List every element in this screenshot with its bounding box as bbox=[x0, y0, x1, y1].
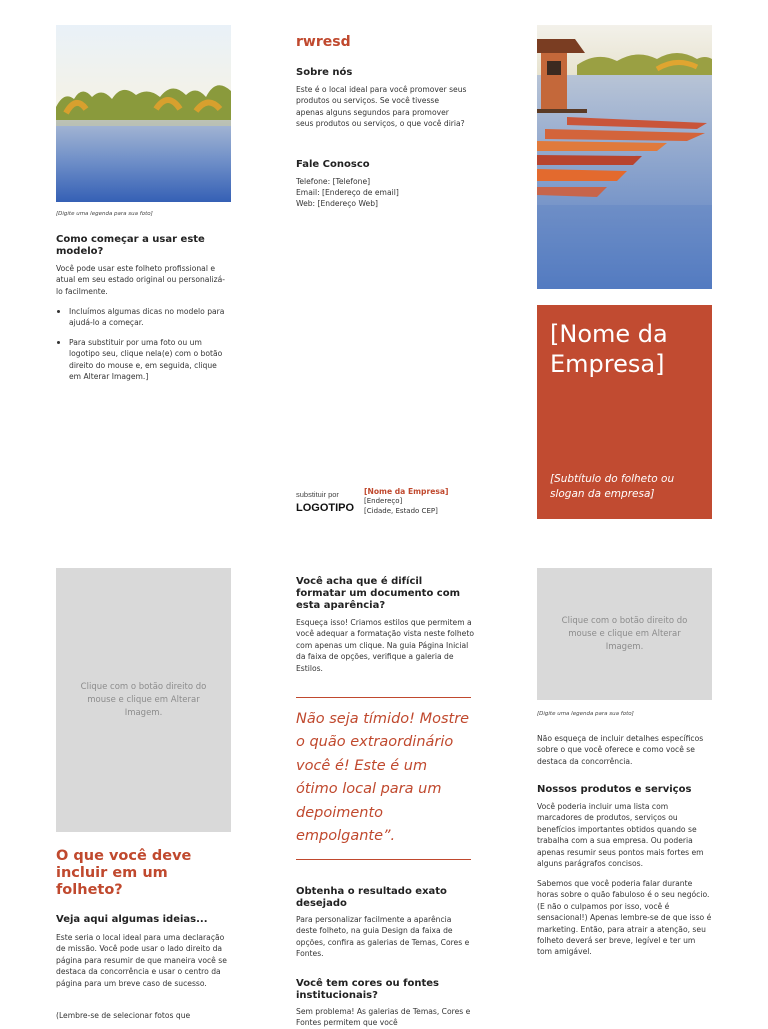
company-title: [Nome da Empresa] bbox=[550, 320, 668, 378]
image-placeholder-small[interactable]: Clique com o botão direito do mouse e clique em Alterar Imagem. bbox=[537, 568, 712, 700]
brand-colors-text: Sem problema! As galerias de Temas, Cores e Fontes permitem que você bbox=[296, 1007, 471, 1028]
photos-reminder: (Lembre-se de selecionar fotos que bbox=[56, 1011, 191, 1020]
company-address-block bbox=[364, 487, 449, 516]
quote-top-rule bbox=[296, 697, 471, 698]
photo-caption: [Digite uma legenda para sua foto] bbox=[56, 211, 153, 217]
contact-phone: Telefone: [Telefone] bbox=[296, 177, 371, 186]
products-text: Você poderia incluir uma lista com marcadores de produtos, serviços ou benefícios importantes obtidos quando se trabalha com a sua empresa. Ou poderia apenas resumir seus pontos mais fortes em alguns parágrafos concisos. bbox=[537, 802, 704, 869]
quote-bottom-rule bbox=[296, 859, 471, 860]
photo-caption-2: [Digite uma legenda para sua foto] bbox=[537, 711, 634, 717]
exact-result-heading: Obtenha o resultado exato desejado bbox=[296, 886, 447, 909]
logo-small-text: substituir por bbox=[296, 490, 339, 499]
image-placeholder-tall[interactable]: Clique com o botão direito do mouse e clique em Alterar Imagem. bbox=[56, 568, 231, 832]
cover-panel bbox=[537, 305, 712, 519]
brochure-title: rwresd bbox=[296, 34, 351, 50]
formatting-heading: Você acha que é difícil formatar um documento com esta aparência? bbox=[296, 576, 461, 611]
testimonial-quote: Não seja tímido! Mostre o quão extraordinário você é! Este é um ótimo local para um depoimento empolgante”. bbox=[296, 711, 470, 845]
getting-started-intro: Você pode usar este folheto profissional e atual em seu estado original ou personalizá-lo facilmente. bbox=[56, 264, 226, 296]
marketing-text: Sabemos que você poderia falar durante horas sobre o quão fabuloso é o seu negócio. (E não o culpamos por isso, você é sensacional!) Apenas lembre-se de que isso é marketing. Então, para atrair a atenção, seu folheto deverá ser breve, legível e ter um tom amigável. bbox=[537, 879, 712, 957]
address-line-2: [Cidade, Estado CEP] bbox=[364, 507, 438, 515]
products-heading: Nossos produtos e serviços bbox=[537, 784, 692, 795]
brochure-subtitle: [Subtítulo do folheto ou slogan da empresa] bbox=[550, 473, 675, 500]
about-heading: Sobre nós bbox=[296, 67, 353, 78]
brochure-content-heading: O que você deve incluir em um folheto? bbox=[56, 848, 192, 898]
tip-item: Incluímos algumas dicas no modelo para ajudá-lo a começar. bbox=[56, 306, 231, 329]
company-name-small: [Nome da Empresa] bbox=[364, 487, 449, 496]
address-line-1: [Endereço] bbox=[364, 497, 403, 505]
ideas-subheading: Veja aqui algumas ideias... bbox=[56, 914, 208, 925]
boats-photo bbox=[537, 25, 712, 289]
contact-heading: Fale Conosco bbox=[296, 159, 370, 170]
lake-photo bbox=[56, 25, 231, 202]
logo-big-text: LOGOTIPO bbox=[296, 502, 355, 514]
contact-email: Email: [Endereço de email] bbox=[296, 188, 399, 197]
tips-list bbox=[56, 306, 231, 390]
exact-result-text: Para personalizar facilmente a aparência deste folheto, na guia Design da faixa de opções, confira as galerias de Temas, Cores e Fontes. bbox=[296, 915, 470, 959]
logo-placeholder[interactable] bbox=[296, 490, 358, 514]
getting-started-heading: Como começar a usar este modelo? bbox=[56, 234, 205, 257]
ideas-text: Este seria o local ideal para uma declaração de missão. Você pode usar o lado direito da página para resumir de que maneira você se destaca da concorrência e usar o centro da página para um breve caso de sucesso. bbox=[56, 933, 227, 988]
brand-colors-heading: Você tem cores ou fontes institucionais? bbox=[296, 978, 439, 1001]
tip-item: Para substituir por uma foto ou um logotipo seu, clique nela(e) com o botão direito do mouse e, em seguida, clique em Alterar Imagem.] bbox=[56, 337, 231, 383]
details-text: Não esqueça de incluir detalhes específicos sobre o que você oferece e como você se destaca da concorrência. bbox=[537, 734, 704, 766]
formatting-text: Esqueça isso! Criamos estilos que permitem a você adequar a formatação vista neste folheto com apenas um clique. Na guia Página Inicial da faixa de opções, verifique a galeria de Estilos. bbox=[296, 618, 474, 673]
about-text: Este é o local ideal para você promover seus produtos ou serviços. Se você tivesse apenas alguns segundos para promover seus produtos ou serviços, o que você diria? bbox=[296, 85, 467, 129]
contact-web: Web: [Endereço Web] bbox=[296, 199, 378, 208]
